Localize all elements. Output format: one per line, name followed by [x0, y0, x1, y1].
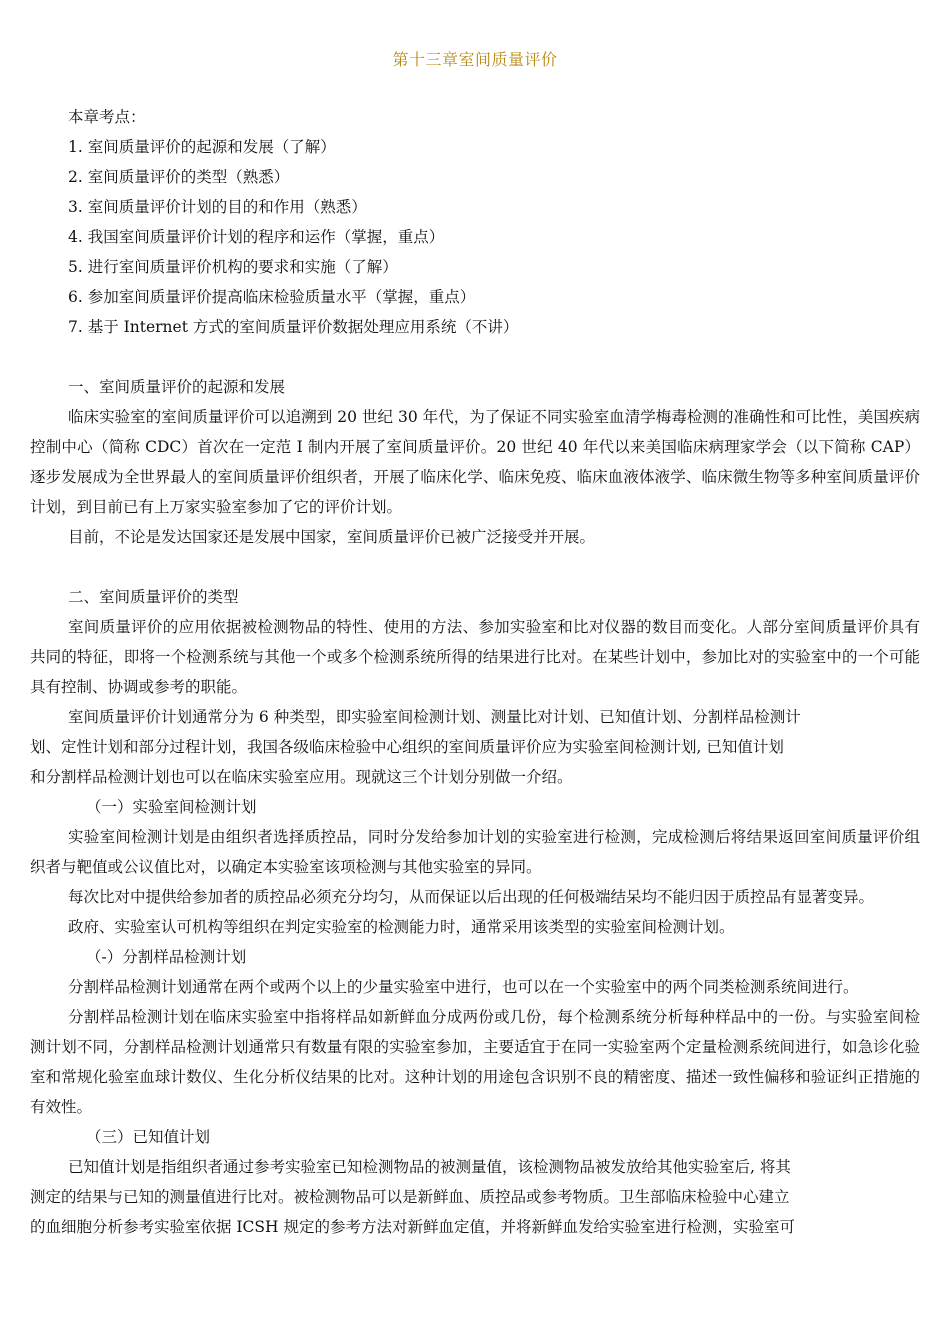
subsection1-paragraph-1: 实验室间检测计划是由组织者选择质控品，同时分发给参加计划的实验室进行检测，完成检测后将结果返回室间质量评价组织者与靶值或公议值比对，以确定本实验室该项检测与其他实验室的异同。: [30, 828, 920, 876]
section1-paragraph-2: 目前，不论是发达国家还是发展中国家，室间质量评价已被广泛接受并开展。: [68, 528, 596, 546]
exam-point-4: 4. 我国室间质量评价计划的程序和运作（掌握，重点）: [68, 228, 445, 246]
section2-paragraph-2-line-3: 和分割样品检测计划也可以在临床实验室应用。现就这三个计划分别做一介绍。: [30, 768, 573, 786]
document-body: [30, 102, 920, 1242]
section2-heading: 二、室间质量评价的类型: [68, 588, 239, 606]
exam-points-heading: 本章考点：: [68, 108, 146, 126]
section2-paragraph-2-line-2: 划、定性计划和部分过程计划，我国各级临床检验中心组织的室间质量评价应为实验室间检测计划, 已知值计划: [30, 738, 784, 756]
exam-point-2: 2. 室间质量评价的类型（熟悉）: [68, 168, 290, 186]
subsection3-paragraph-1-line-2: 测定的结果与已知的测量值进行比对。被检测物品可以是新鲜血、质控品或参考物质。卫生部临床检验中心建立: [30, 1188, 790, 1206]
subsection2-heading: （-）分割样品检测计划: [86, 948, 247, 966]
exam-point-3: 3. 室间质量评价计划的目的和作用（熟悉）: [68, 198, 367, 216]
section1-heading: 一、室间质量评价的起源和发展: [68, 378, 286, 396]
exam-point-6: 6. 参加室间质量评价提高临床检验质量水平（掌握，重点）: [68, 288, 476, 306]
exam-point-1: 1. 室间质量评价的起源和发展（了解）: [68, 138, 336, 156]
subsection3-heading: （三）已知值计划: [86, 1128, 211, 1146]
subsection1-paragraph-2: 每次比对中提供给参加者的质控品必须充分均匀，从而保证以后出现的任何极端结呆均不能归因于质控品有显著变异。: [68, 888, 875, 906]
subsection2-paragraph-2: 分割样品检测计划在临床实验室中指将样品如新鲜血分成两份或几份，每个检测系统分析每种样品中的一份。与实验室间检测计划不同，分割样品检测计划通常只有数量有限的实验室参加，主要适宜于在同一实验室两个定量检测系统间进行，如急诊化验室和常规化验室血球计数仪、生化分析仪结果的比对。这种计划的用途包含识别不良的精密度、描述一致性偏移和验证纠正措施的有效性。: [30, 1008, 920, 1116]
subsection3-paragraph-1-line-1: 已知值计划是指组织者通过参考实验室已知检测物品的被测量值，该检测物品被发放给其他实验室后, 将其: [68, 1158, 791, 1176]
subsection1-heading: （一）实验室间检测计划: [86, 798, 257, 816]
chapter-title: 第十三章室间质量评价: [392, 50, 558, 69]
subsection3-paragraph-1-line-3: 的血细胞分析参考实验室依据 ICSH 规定的参考方法对新鲜血定值，并将新鲜血发给实验室进行检测，实验室可: [30, 1218, 795, 1236]
section1-paragraph-1: 临床实验室的室间质量评价可以追溯到 20 世纪 30 年代，为了保证不同实验室血清学梅毒检测的准确性和可比性，美国疾病控制中心（简称 CDC）首次在一定范 I 制内开展了室间质量评价。20 世纪 40 年代以来美国临床病理家学会（以下简称 CAP）逐步发展成为全世界最人的室间质量评价组织者，开展了临床化学、临床免疫、临床血液体液学、临床微生物等多种室间质量评价计划，到目前已有上万家实验室参加了它的评价计划。: [30, 408, 920, 516]
exam-point-7: 7. 基于 Internet 方式的室间质量评价数据处理应用系统（不讲）: [68, 318, 519, 336]
subsection1-paragraph-3: 政府、实验室认可机构等组织在判定实验室的检测能力时，通常采用该类型的实验室间检测计划。: [68, 918, 735, 936]
subsection2-paragraph-1: 分割样品检测计划通常在两个或两个以上的少量实验室中进行，也可以在一个实验室中的两个同类检测系统间进行。: [68, 978, 859, 996]
section2-paragraph-1: 室间质量评价的应用依据被检测物品的特性、使用的方法、参加实验室和比对仪器的数目而变化。人部分室间质量评价具有共同的特征，即将一个检测系统与其他一个或多个检测系统所得的结果进行比对。在某些计划中，参加比对的实验室中的一个可能具有控制、协调或参考的职能。: [30, 618, 920, 696]
exam-point-5: 5. 进行室间质量评价机构的要求和实施（了解）: [68, 258, 398, 276]
section2-paragraph-2-line-1: 室间质量评价计划通常分为 6 种类型，即实验室间检测计划、测量比对计划、已知值计划、分割样品检测计: [68, 708, 801, 726]
